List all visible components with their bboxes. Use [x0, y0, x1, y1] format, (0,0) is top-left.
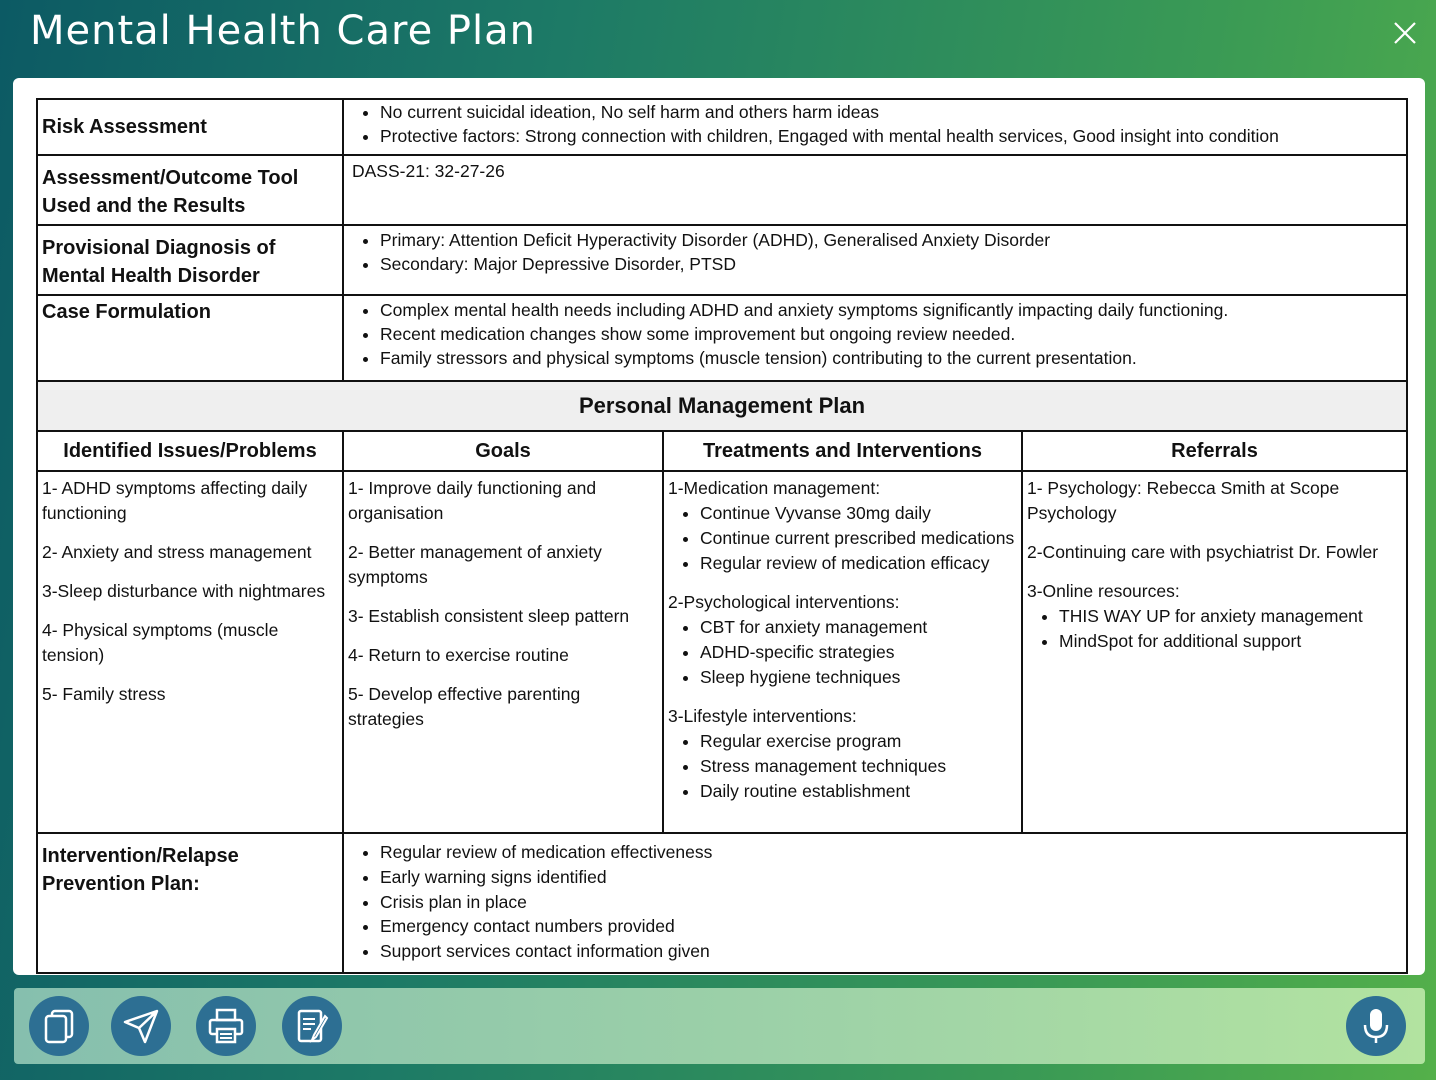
- list-item: 4- Physical symptoms (muscle tension): [42, 620, 279, 665]
- list-item: 2- Anxiety and stress management: [42, 542, 312, 562]
- list-item: • Primary: Attention Deficit Hyperactivity Disorder (ADHD), Generalised Anxiety Disorder: [380, 228, 1400, 252]
- treatment-group: [668, 590, 1017, 690]
- list-item: 2-Continuing care with psychiatrist Dr. Fowler: [1027, 542, 1379, 562]
- close-button[interactable]: [1392, 20, 1418, 46]
- care-plan-document[interactable]: [13, 78, 1425, 975]
- list-item: • Stress management techniques: [700, 754, 1017, 779]
- referral-group-title: 3-Online resources:: [1027, 581, 1180, 601]
- list-item: • MindSpot for additional support: [1059, 629, 1402, 654]
- list-item: • Continue current prescribed medications: [700, 526, 1017, 551]
- list-item: • Continue Vyvanse 30mg daily: [700, 501, 1017, 526]
- list-item: • CBT for anxiety management: [700, 615, 1017, 640]
- bottom-toolbar: [14, 988, 1425, 1064]
- treatment-group: [668, 704, 1017, 804]
- close-icon: [1392, 20, 1418, 46]
- list-item: • Regular review of medication efficacy: [700, 551, 1017, 576]
- risk-assessment-value: [343, 99, 1407, 155]
- list-item: 1- Improve daily functioning and organisation: [348, 478, 597, 523]
- column-header-issues: Identified Issues/Problems: [37, 431, 343, 471]
- list-item: • Emergency contact numbers provided: [380, 914, 1400, 939]
- list-item: • Daily routine establishment: [700, 779, 1017, 804]
- diagnosis-label: Provisional Diagnosis of Mental Health Disorder: [37, 225, 343, 295]
- list-item: • Sleep hygiene techniques: [700, 665, 1017, 690]
- prevention-value: [343, 833, 1407, 973]
- print-icon: [206, 1006, 246, 1046]
- prevention-label: Intervention/Relapse Prevention Plan:: [37, 833, 343, 973]
- prevention-row: [37, 833, 1407, 973]
- send-button[interactable]: [111, 996, 171, 1056]
- diagnosis-row: [37, 225, 1407, 295]
- list-item: • ADHD-specific strategies: [700, 640, 1017, 665]
- notes-icon: [292, 1006, 332, 1046]
- list-item: • Family stressors and physical symptoms (muscle tension) contributing to the current presentation.: [380, 346, 1400, 370]
- risk-assessment-label: Risk Assessment: [37, 99, 343, 155]
- copy-button[interactable]: [29, 996, 89, 1056]
- case-formulation-row: [37, 295, 1407, 381]
- list-item: • Regular exercise program: [700, 729, 1017, 754]
- list-item: • Protective factors: Strong connection with children, Engaged with mental health services, Good insight into condition: [380, 124, 1400, 148]
- pmp-column-header-row: [37, 431, 1407, 471]
- list-item: • Complex mental health needs including ADHD and anxiety symptoms significantly impacting daily functioning.: [380, 298, 1400, 322]
- risk-assessment-row: [37, 99, 1407, 155]
- list-item: • Support services contact information given: [380, 939, 1400, 964]
- list-item: 2- Better management of anxiety symptoms: [348, 542, 602, 587]
- list-item: • Regular review of medication effectiveness: [380, 840, 1400, 865]
- list-item: 3- Establish consistent sleep pattern: [348, 606, 630, 626]
- issues-cell: [37, 471, 343, 833]
- print-button[interactable]: [196, 996, 256, 1056]
- pmp-content-row: [37, 471, 1407, 833]
- list-item: • No current suicidal ideation, No self harm and others harm ideas: [380, 100, 1400, 124]
- list-item: • Early warning signs identified: [380, 865, 1400, 890]
- pmp-heading-row: [37, 381, 1407, 431]
- microphone-button[interactable]: [1346, 996, 1406, 1056]
- assessment-tool-value: DASS-21: 32-27-26: [343, 155, 1407, 225]
- case-formulation-label: Case Formulation: [37, 295, 343, 381]
- list-item: 1- ADHD symptoms affecting daily functioning: [42, 478, 308, 523]
- list-item: • THIS WAY UP for anxiety management: [1059, 604, 1402, 629]
- list-item: 3-Sleep disturbance with nightmares: [42, 581, 326, 601]
- diagnosis-value: [343, 225, 1407, 295]
- section-heading: Personal Management Plan: [37, 381, 1407, 431]
- list-item: • Secondary: Major Depressive Disorder, PTSD: [380, 252, 1400, 276]
- list-item: 5- Family stress: [42, 684, 166, 704]
- treatment-group-title: 2-Psychological interventions:: [668, 592, 900, 612]
- microphone-icon: [1356, 1006, 1396, 1046]
- copy-icon: [39, 1006, 79, 1046]
- treatment-group: [668, 476, 1017, 576]
- assessment-tool-row: [37, 155, 1407, 225]
- send-icon: [121, 1006, 161, 1046]
- page-title: Mental Health Care Plan: [30, 8, 536, 54]
- list-item: • Recent medication changes show some improvement but ongoing review needed.: [380, 322, 1400, 346]
- notes-button[interactable]: [282, 996, 342, 1056]
- treatment-group-title: 1-Medication management:: [668, 478, 881, 498]
- list-item: • Crisis plan in place: [380, 890, 1400, 915]
- goals-cell: [343, 471, 663, 833]
- column-header-referrals: Referrals: [1022, 431, 1407, 471]
- referrals-cell: [1022, 471, 1407, 833]
- list-item: 4- Return to exercise routine: [348, 645, 569, 665]
- case-formulation-value: [343, 295, 1407, 381]
- list-item: 5- Develop effective parenting strategies: [348, 684, 581, 729]
- list-item: 1- Psychology: Rebecca Smith at Scope Psychology: [1027, 478, 1340, 523]
- treatment-group-title: 3-Lifestyle interventions:: [668, 706, 857, 726]
- column-header-treatments: Treatments and Interventions: [663, 431, 1022, 471]
- care-plan-table: [36, 98, 1408, 974]
- treatments-cell: [663, 471, 1022, 833]
- column-header-goals: Goals: [343, 431, 663, 471]
- assessment-tool-label: Assessment/Outcome Tool Used and the Results: [37, 155, 343, 225]
